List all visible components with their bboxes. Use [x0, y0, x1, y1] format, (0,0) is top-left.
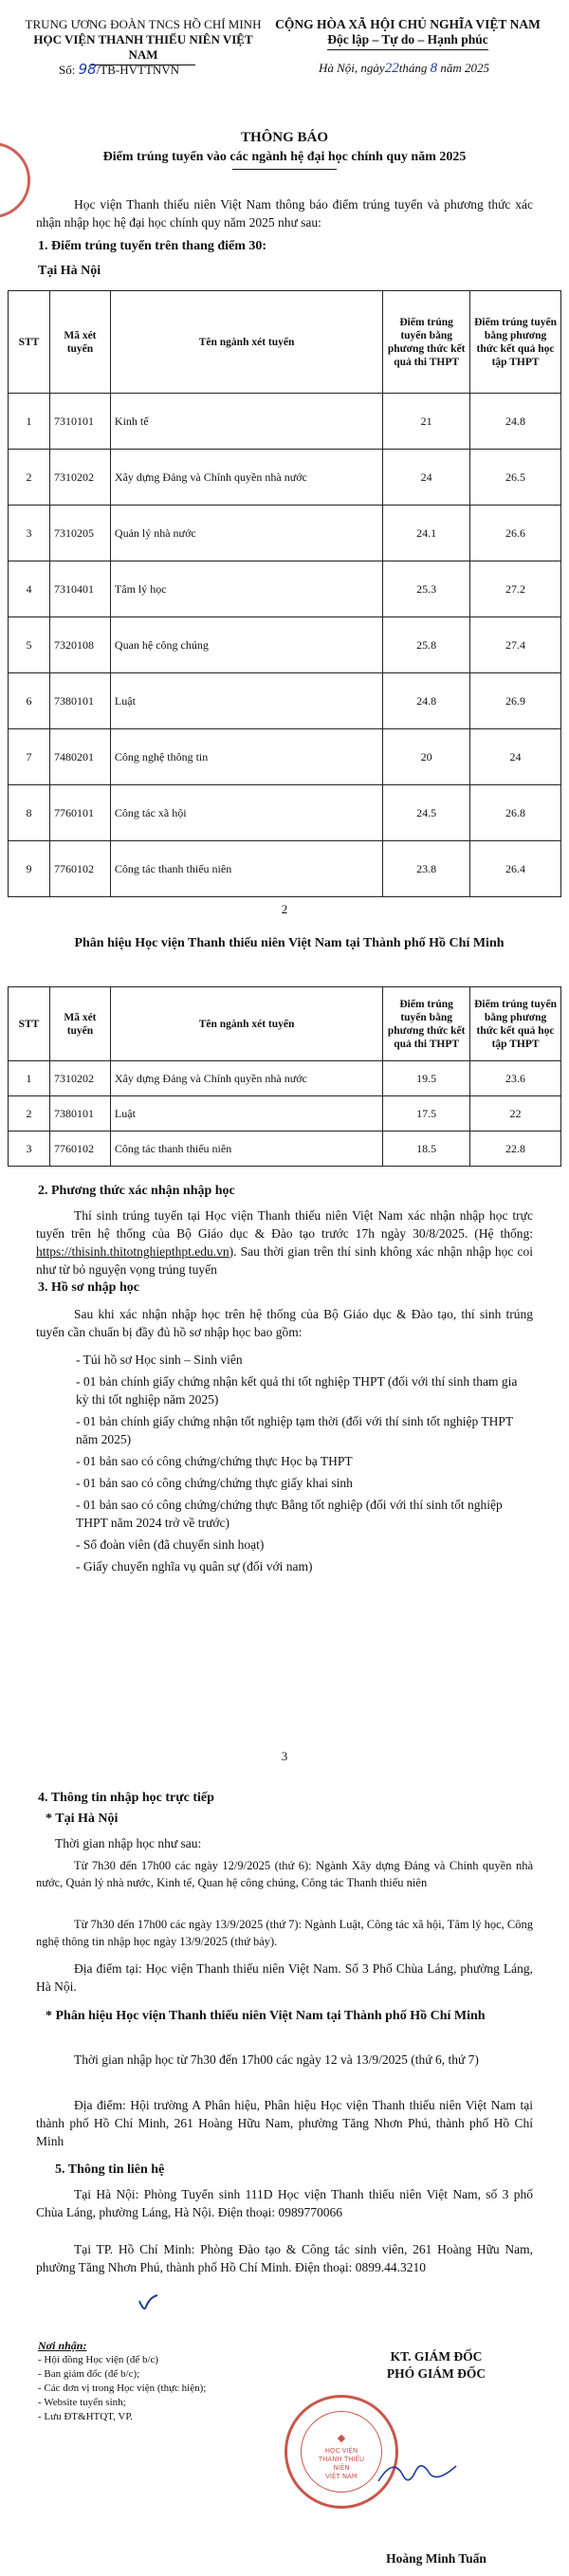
code-cell: 7380101	[49, 673, 110, 729]
stt-cell: 8	[9, 785, 50, 841]
score-hb-cell: 26.5	[470, 450, 561, 506]
major-cell: Quản lý nhà nước	[110, 506, 382, 561]
hanoi-title: Tại Hà Nội	[38, 264, 101, 278]
notice-title: THÔNG BÁO	[240, 130, 329, 145]
document-date	[319, 61, 489, 77]
date-month: 8	[430, 61, 438, 76]
stt-cell: 7	[9, 729, 50, 785]
stt-cell: 5	[9, 617, 50, 673]
contact-hcm: Tại TP. Hồ Chí Minh: Phòng Đào tạo & Công tác sinh viên, 261 Hoàng Hữu Nam, phường Tăng Nhơn Phú, thành phố Hồ Chí Minh. Điện thoại: 0899.44.3210	[36, 2242, 533, 2274]
code-cell: 7760102	[49, 1132, 110, 1167]
list-item: - Website tuyển sinh;	[38, 2397, 126, 2408]
section-3-title: 3. Hồ sơ nhập học	[38, 1280, 139, 1295]
handwritten-tick-icon	[137, 2293, 159, 2314]
major-cell: Công tác thanh thiếu niên	[110, 841, 382, 897]
stt-cell: 6	[9, 673, 50, 729]
col-stt: STT	[9, 987, 50, 1061]
major-cell: Công nghệ thông tin	[110, 729, 382, 785]
doc-no-suffix: /TB-HVTTNVN	[96, 63, 180, 77]
subtitle-text: Điểm trúng tuyển vào các ngành hệ đại học chính quy năm 2025	[102, 150, 467, 164]
score-thpt-cell: 25.8	[383, 617, 470, 673]
exam-portal-link[interactable]: https://thisinh.thitotnghiepthpt.edu.vn	[36, 1244, 229, 1259]
sign-title-1: KT. GIÁM ĐỐC	[390, 2349, 483, 2364]
table-row	[9, 450, 561, 506]
major-cell: Công tác thanh thiếu niên	[110, 1132, 382, 1167]
section-3-intro: Sau khi xác nhận nhập học trên hệ thống của Bộ Giáo dục & Đào tạo, thí sinh trúng tuyển cần chuẩn bị đầy đủ hồ sơ nhập học bao gồm:	[36, 1307, 533, 1339]
intro-paragraph: Học viện Thanh thiếu niên Việt Nam thông báo điểm trúng tuyển và phương thức xác nhận nhập học hệ đại học chính quy năm 2025 như sau:	[36, 197, 533, 230]
sign-title-2: PHÓ GIÁM ĐỐC	[386, 2366, 486, 2381]
score-hb-cell: 24	[470, 729, 561, 785]
section-2-text	[36, 1206, 533, 1279]
table-row	[9, 617, 561, 673]
page-number-3: 3	[281, 1749, 288, 1763]
major-cell: Tâm lý học	[110, 561, 382, 617]
score-thpt-cell: 24.5	[383, 785, 470, 841]
score-hb-cell: 26.8	[470, 785, 561, 841]
section-1-title: 1. Điểm trúng tuyển trên thang điểm 30:	[38, 239, 267, 253]
score-hb-cell: 22.8	[470, 1132, 561, 1167]
list-item: - Ban giám đốc (để b/c);	[38, 2368, 140, 2380]
hcm-score-table	[8, 986, 561, 1167]
issuer-org: HỌC VIỆN THANH THIẾU NIÊN VIỆT NAM	[33, 32, 253, 62]
hcm-time: Thời gian nhập học từ 7h30 đến 17h00 các ngày 12 và 13/9/2025 (thứ 6, thứ 7)	[74, 2052, 479, 2067]
code-cell: 7320108	[49, 617, 110, 673]
stt-cell: 3	[9, 506, 50, 561]
code-cell: 7310202	[49, 1061, 110, 1096]
score-hb-cell: 26.4	[470, 841, 561, 897]
score-thpt-cell: 17.5	[383, 1096, 470, 1132]
major-cell: Luật	[110, 673, 382, 729]
seal-text: HỌC VIỆN THANH THIẾU NIÊN VIỆT NAM	[314, 2436, 369, 2481]
motto-underline	[327, 49, 488, 50]
stt-cell: 4	[9, 561, 50, 617]
list-item: - Giấy chuyển nghĩa vụ quân sự (đối với nam)	[76, 1559, 313, 1573]
col-score-thpt: Điểm trúng tuyển bằng phương thức kết quả thi THPT	[383, 291, 470, 394]
notice-subtitle	[0, 150, 569, 170]
date-day: 22	[384, 61, 399, 76]
code-cell: 7760101	[49, 785, 110, 841]
hanoi-score-table	[8, 290, 561, 897]
list-item: - Lưu ĐT&HTQT, VP.	[38, 2411, 133, 2422]
score-hb-cell: 26.9	[470, 673, 561, 729]
section-2-title: 2. Phương thức xác nhận nhập học	[38, 1184, 235, 1198]
code-cell: 7480201	[49, 729, 110, 785]
official-seal-icon	[284, 2395, 398, 2509]
table-row	[9, 394, 561, 450]
score-thpt-cell: 24.8	[383, 673, 470, 729]
hanoi-time-day1: Từ 7h30 đến 17h00 các ngày 12/9/2025 (thứ 6): Ngành Xây dựng Đảng và Chính quyền nhà nước, Quản lý nhà nước, Kinh tế, Quan hệ công chúng, Công tác Thanh thiếu niên	[36, 1859, 533, 1889]
issuer-header	[25, 17, 262, 65]
code-cell: 7310202	[49, 450, 110, 506]
score-thpt-cell: 19.5	[383, 1061, 470, 1096]
signer-name: Hoàng Minh Tuấn	[386, 2551, 486, 2566]
col-code: Mã xét tuyển	[49, 291, 110, 394]
list-item: - 01 bản chính giấy chứng nhận kết quả thi tốt nghiệp THPT (đối với thí sinh tham gia kỳ thi tốt nghiệp năm 2025)	[76, 1374, 518, 1407]
national-header	[266, 17, 550, 50]
major-cell: Xây dựng Đảng và Chính quyền nhà nước	[110, 1061, 382, 1096]
table-row	[9, 1132, 561, 1167]
code-cell: 7760102	[49, 841, 110, 897]
date-year: năm 2025	[440, 61, 489, 75]
major-cell: Luật	[110, 1096, 382, 1132]
score-hb-cell: 23.6	[470, 1061, 561, 1096]
table-row	[9, 841, 561, 897]
list-item: - Các đơn vị trong Học viện (thực hiện);	[38, 2383, 207, 2394]
major-cell: Quan hệ công chúng	[110, 617, 382, 673]
doc-no-label: Số:	[59, 63, 76, 77]
col-stt: STT	[9, 291, 50, 394]
hanoi-address: Địa điểm tại: Học viện Thanh thiếu niên Việt Nam. Số 3 Phố Chùa Láng, phường Láng, Hà Nội.	[36, 1961, 533, 1994]
section-2-text-b: ). Sau thời gian trên thí sinh không xác nhận nhập học coi như từ bỏ nguyện vọng trúng tuyển	[36, 1244, 533, 1277]
document-number	[59, 61, 179, 78]
date-prefix: Hà Nội, ngày	[319, 61, 385, 75]
list-item: - 01 bản sao có công chứng/chứng thực giấy khai sinh	[76, 1476, 353, 1490]
score-hb-cell: 27.2	[470, 561, 561, 617]
table-row	[9, 1096, 561, 1132]
score-hb-cell: 26.6	[470, 506, 561, 561]
list-item: - Hội đồng Học viện (để b/c)	[38, 2354, 159, 2365]
score-hb-cell: 27.4	[470, 617, 561, 673]
score-thpt-cell: 18.5	[383, 1132, 470, 1167]
code-cell: 7310101	[49, 394, 110, 450]
list-item: - Sổ đoàn viên (đã chuyển sinh hoạt)	[76, 1537, 265, 1552]
hanoi-time-intro: Thời gian nhập học như sau:	[55, 1836, 202, 1850]
stt-cell: 9	[9, 841, 50, 897]
stt-cell: 1	[9, 394, 50, 450]
hanoi-time-day2: Từ 7h30 đến 17h00 các ngày 13/9/2025 (thứ 7): Ngành Luật, Công tác xã hội, Tâm lý học, Công nghệ thông tin nhập học ngày 13/9/2025 (thứ bảy).	[36, 1918, 533, 1948]
major-cell: Công tác xã hội	[110, 785, 382, 841]
table-row	[9, 561, 561, 617]
seal-star-icon	[338, 2435, 345, 2442]
col-major: Tên ngành xét tuyển	[110, 987, 382, 1061]
code-cell: 7380101	[49, 1096, 110, 1132]
admission-documents-list	[76, 1351, 533, 1579]
score-thpt-cell: 24	[383, 450, 470, 506]
section-2-text-a: Thí sinh trúng tuyển tại Học viện Thanh thiếu niên Việt Nam xác nhận nhập học trực tuyến trên hệ thống của Bộ Giáo dục & Đào tạo trước 17h ngày 30/8/2025. (Hệ thống:	[36, 1208, 533, 1241]
section-5-title: 5. Thông tin liên hệ	[55, 2162, 165, 2177]
table-row	[9, 673, 561, 729]
contact-hanoi: Tại Hà Nội: Phòng Tuyển sinh 111D Học viện Thanh thiếu niên Việt Nam, số 3 phố Chùa Láng, phường Láng, Hà Nội. Điện thoại: 0989770066	[36, 2187, 533, 2219]
signature-block	[341, 2348, 531, 2383]
signature-scribble-icon	[375, 2453, 460, 2491]
issuer-parent-org: TRUNG ƯƠNG ĐOÀN TNCS HỒ CHÍ MINH	[25, 17, 262, 31]
table-row	[9, 729, 561, 785]
stt-cell: 3	[9, 1132, 50, 1167]
stt-cell: 2	[9, 1096, 50, 1132]
table-row	[9, 785, 561, 841]
table-row	[9, 1061, 561, 1096]
date-month-label: tháng	[398, 61, 428, 75]
stt-cell: 2	[9, 450, 50, 506]
list-item: - 01 bản sao có công chứng/chứng thực Học bạ THPT	[76, 1454, 353, 1468]
section-4-hanoi-title: * Tại Hà Nội	[46, 1812, 119, 1826]
score-thpt-cell: 24.1	[383, 506, 470, 561]
page-number-2: 2	[281, 902, 288, 916]
recipients-block	[38, 2339, 206, 2424]
score-hb-cell: 24.8	[470, 394, 561, 450]
section-4-hcm-title: * Phân hiệu Học viện Thanh thiếu niên Việt Nam tại Thành phố Hồ Chí Minh	[46, 2009, 486, 2023]
col-score-hb: Điểm trúng tuyển bằng phương thức kết quả học tập THPT	[470, 291, 561, 394]
recipients-title: Nơi nhận:	[38, 2339, 87, 2352]
list-item: - Túi hồ sơ Học sinh – Sinh viên	[76, 1352, 243, 1367]
score-thpt-cell: 25.3	[383, 561, 470, 617]
doc-no-handwritten: 98	[78, 61, 97, 78]
col-major: Tên ngành xét tuyển	[110, 291, 382, 394]
table-row	[9, 506, 561, 561]
subtitle-underline	[232, 169, 337, 170]
major-cell: Kinh tế	[110, 394, 382, 450]
score-thpt-cell: 23.8	[383, 841, 470, 897]
score-thpt-cell: 21	[383, 394, 470, 450]
major-cell: Xây dựng Đảng và Chính quyền nhà nước	[110, 450, 382, 506]
list-item: - 01 bản chính giấy chứng nhận tốt nghiệp tạm thời (đối với thí sinh tốt nghiệp THPT năm 2025)	[76, 1414, 513, 1446]
code-cell: 7310205	[49, 506, 110, 561]
score-hb-cell: 22	[470, 1096, 561, 1132]
col-score-hb: Điểm trúng tuyển bằng phương thức kết quả học tập THPT	[470, 987, 561, 1061]
code-cell: 7310401	[49, 561, 110, 617]
col-score-thpt: Điểm trúng tuyển bằng phương thức kết quả thi THPT	[383, 987, 470, 1061]
national-motto: Độc lập – Tự do – Hạnh phúc	[327, 32, 488, 46]
score-thpt-cell: 20	[383, 729, 470, 785]
hcm-address: Địa điểm: Hội trường A Phân hiệu, Phân hiệu Học viện Thanh thiếu niên Việt Nam tại thành phố Hồ Chí Minh, 261 Hoàng Hữu Nam, phường Tăng Nhơn Phú, thành phố Hồ Chí Minh	[36, 2098, 533, 2148]
hcm-title: Phân hiệu Học viện Thanh thiếu niên Việt Nam tại Thành phố Hồ Chí Minh	[74, 936, 505, 950]
list-item: - 01 bản sao có công chứng/chứng thực Bằng tốt nghiệp (đối với thí sinh tốt nghiệp THPT năm 2024 trở về trước)	[76, 1498, 503, 1530]
col-code: Mã xét tuyển	[49, 987, 110, 1061]
stt-cell: 1	[9, 1061, 50, 1096]
country-name: CỘNG HÒA XÃ HỘI CHỦ NGHĨA VIỆT NAM	[275, 17, 541, 31]
section-4-title: 4. Thông tin nhập học trực tiếp	[38, 1791, 214, 1805]
